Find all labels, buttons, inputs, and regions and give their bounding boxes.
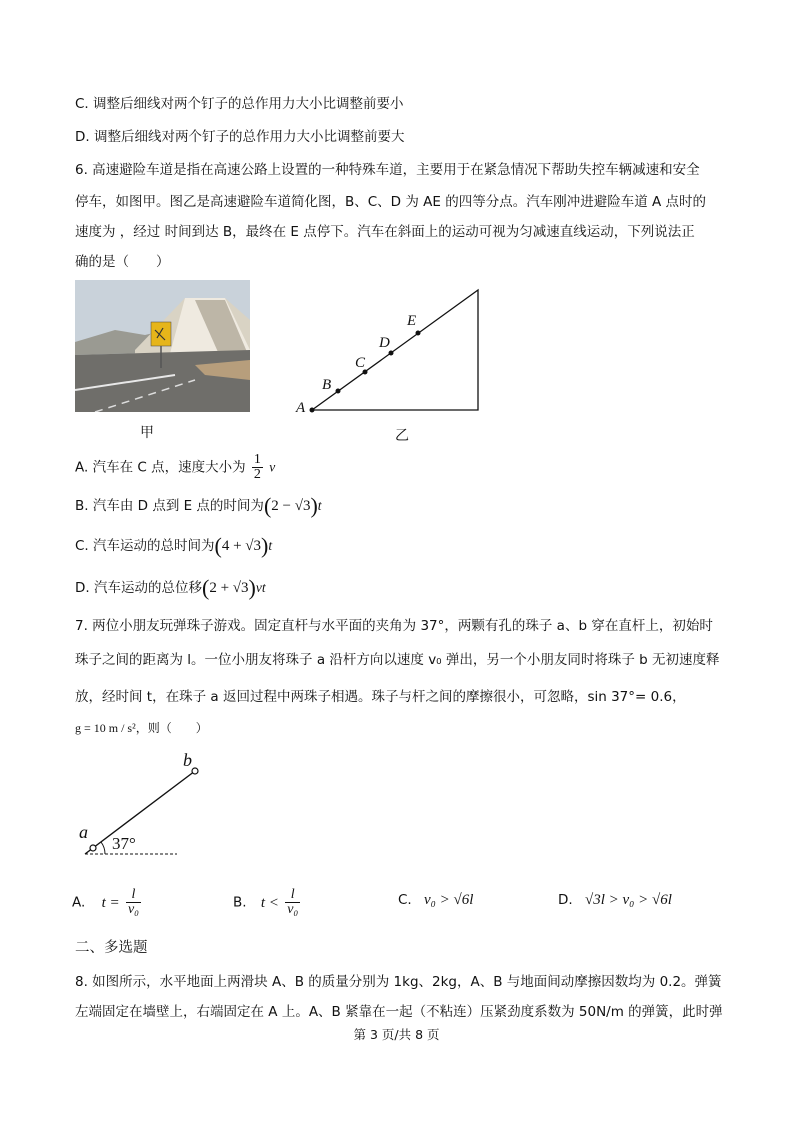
point-a-label: A: [296, 400, 306, 416]
q6-option-d: D. 汽车运动的总位移(2 + √3)vt: [75, 575, 266, 600]
point-e-label: E: [407, 313, 417, 329]
bead-a-label: a: [79, 822, 88, 842]
q7-stem-line-3: 放，经时间 t，在珠子 a 返回过程中两珠子相遇。珠子与杆之间的摩擦很小，可忽略，sin 37°= 0.6，: [75, 689, 686, 705]
q7-option-c: C. v₀ > √6l: [398, 892, 474, 908]
q6-option-b: B. 汽车由 D 点到 E 点的时间为(2 − √3)t: [75, 493, 322, 518]
q6-stem-line-4: 确的是（ ）: [75, 254, 170, 270]
point-b-label: B: [322, 377, 332, 393]
q7-option-a: A. t = $\frac{l}{\text{v₀}}$: [72, 887, 140, 917]
figure-jia-label: 甲: [140, 425, 154, 441]
q5-option-c: C. 调整后细线对两个钉子的总作用力大小比调整前要小: [75, 96, 404, 112]
q5-option-d: D. 调整后细线对两个钉子的总作用力大小比调整前要大: [75, 129, 405, 145]
rod-diagram: [75, 750, 215, 865]
figure-yi-label: 乙: [395, 428, 409, 444]
q8-stem-line-1: 8. 如图所示，水平地面上两滑块 A、B 的质量分别为 1kg、2kg，A、B 与地面间动摩擦因数均为 0.2。弹簧: [75, 974, 722, 990]
q6-option-a: A. 汽车在 C 点，速度大小为 $\frac{1}{2}$ v: [75, 452, 276, 482]
angle-label: 37°: [112, 834, 136, 853]
q6-stem-line-3: 速度为 ，经过 时间到达 B，最终在 E 点停下。汽车在斜面上的运动可视为匀减速直线运动，下列说法正: [75, 224, 695, 240]
q7-stem-line-1: 7. 两位小朋友玩弹珠子游戏。固定直杆与水平面的夹角为 37°，两颗有孔的珠子 a、b 穿在直杆上，初始时: [75, 618, 713, 634]
q7-stem-line-4: g = 10 m / s²，则（ ）: [75, 721, 208, 735]
incline-diagram: [290, 280, 490, 420]
q6-stem-line-2: 停车，如图甲。图乙是高速避险车道简化图，B、C、D 为 AE 的四等分点。汽车刚冲进避险车道 A 点时的: [75, 194, 707, 210]
q7-stem-line-2: 珠子之间的距离为 l。一位小朋友将珠子 a 沿杆方向以速度 v₀ 弹出，另一个小朋友同时将珠子 b 无初速度释: [75, 652, 720, 668]
escape-ramp-photo: [75, 280, 250, 412]
point-c-label: C: [355, 355, 366, 371]
q8-stem-line-2: 左端固定在墙壁上，右端固定在 A 上。A、B 紧靠在一起（不粘连）压紧劲度系数为 50N/m 的弹簧，此时弹: [75, 1004, 723, 1020]
section-multiple-choice-heading: 二、多选题: [75, 940, 148, 956]
page-footer: 第 3 页/共 8 页: [353, 1027, 440, 1042]
q6-stem-line-1: 6. 高速避险车道是指在高速公路上设置的一种特殊车道，主要用于在紧急情况下帮助失控车辆减速和安全: [75, 162, 700, 178]
q6-option-c: C. 汽车运动的总时间为(4 + √3)t: [75, 533, 273, 558]
bead-b-label: b: [183, 750, 192, 770]
q7-option-b: B. t < $\frac{l}{\text{v₀}}$: [233, 887, 299, 917]
q7-option-d: D. √3l > v₀ > √6l: [558, 892, 672, 908]
point-d-label: D: [379, 335, 390, 351]
